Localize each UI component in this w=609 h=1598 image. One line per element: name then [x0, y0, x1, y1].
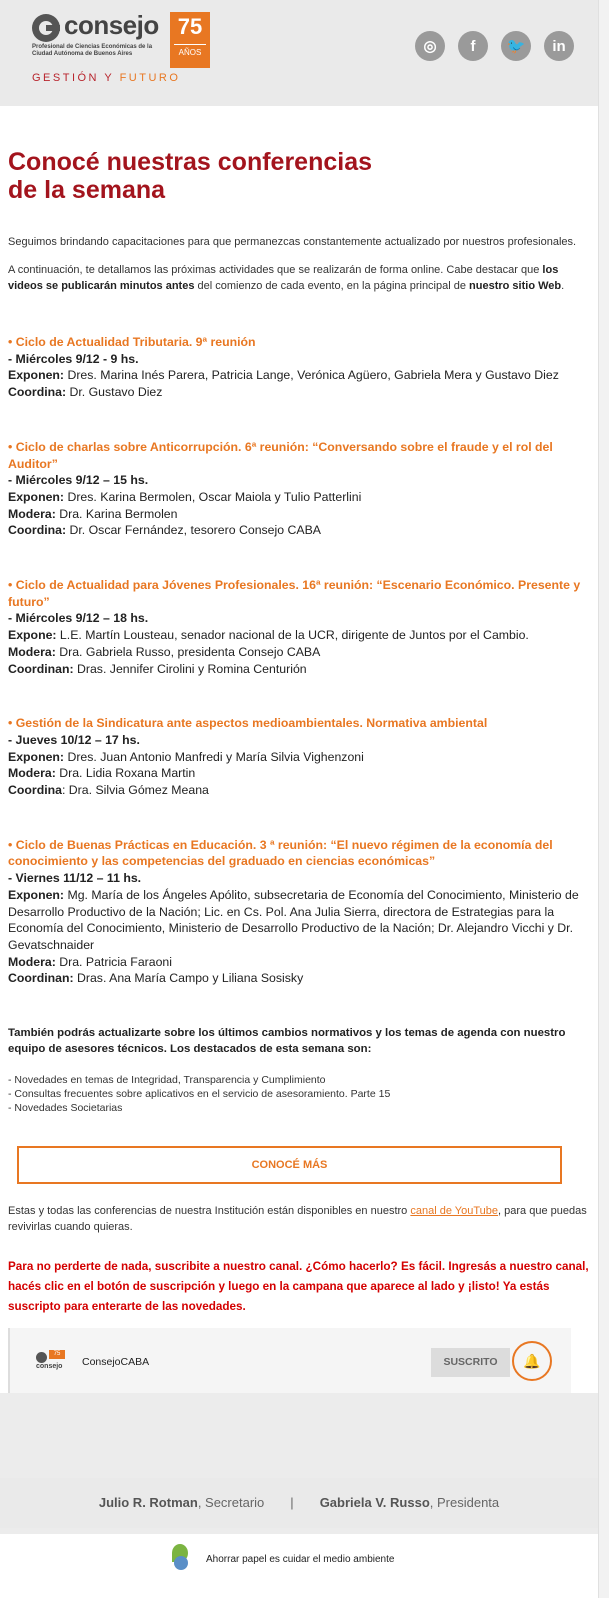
footer-separator: |: [290, 1495, 294, 1510]
event-row: [8, 887, 590, 954]
event-date: - Miércoles 9/12 - 9 hs.: [8, 351, 139, 366]
subscribed-button[interactable]: SUSCRITO: [431, 1348, 510, 1377]
event-item: [8, 334, 590, 401]
event-row: [8, 367, 590, 384]
youtube-paragraph: [8, 1204, 590, 1235]
mini-badge: 75: [49, 1350, 65, 1359]
consejo-logo[interactable]: [32, 12, 212, 88]
instagram-icon[interactable]: ◎: [415, 31, 445, 61]
logo-mark-icon: [32, 14, 60, 42]
anniversary-badge: [170, 12, 210, 68]
row-value: Dres. Karina Bermolen, Oscar Maiola y Tulio Patterlini: [64, 489, 362, 504]
event-date: - Jueves 10/12 – 17 hs.: [8, 732, 140, 747]
signer-2-role: , Presidenta: [429, 1495, 500, 1510]
main-content: [0, 148, 598, 1393]
event-title: • Gestión de la Sindicatura ante aspectos medioambientales. Normativa ambiental: [8, 716, 488, 731]
row-label: Exponen:: [8, 887, 65, 902]
row-label: Exponen:: [8, 368, 65, 383]
intro-paragraph-1: Seguimos brindando capacitaciones para que permanezcas constantemente actualizado por nuestros profesionales.: [8, 236, 577, 248]
mini-brand: consejo: [36, 1363, 63, 1371]
row-value: Dra. Karina Bermolen: [55, 506, 178, 521]
globe-shape: [174, 1556, 188, 1570]
row-value: Dr. Oscar Fernández, tesorero Consejo CABA: [66, 523, 321, 538]
event-date: - Viernes 11/12 – 11 hs.: [8, 871, 142, 886]
logo-brand: consejo: [64, 10, 159, 40]
topic-item: - Consultas frecuentes sobre aplicativos en el servicio de asesoramiento. Parte 15: [8, 1088, 391, 1101]
leaf-globe-icon: [170, 1544, 190, 1570]
row-label: Exponen:: [8, 749, 65, 764]
event-row: [8, 661, 590, 678]
subscribe-instructions: Para no perderte de nada, suscribite a nuestro canal. ¿Cómo hacerlo? Es fácil. Ingresás a nuestro canal, hacés clic en el botón de suscripción y luego en la campana que aparece al lado y ¡listo! Ya estás suscripto para enterarte de las novedades.: [8, 1260, 589, 1314]
eco-banner: [0, 1534, 598, 1598]
event-row: [8, 506, 590, 523]
event-list: [8, 334, 590, 987]
row-value: L.E. Martín Lousteau, senador nacional de la UCR, dirigente de Juntos por el Cambio.: [56, 628, 529, 643]
event-row: [8, 384, 590, 401]
topics-list: [8, 1073, 590, 1115]
event-row: [8, 782, 590, 799]
event-item: [8, 837, 590, 987]
anniversary-label: AÑOS: [174, 44, 206, 58]
channel-name[interactable]: ConsejoCABA: [82, 1356, 150, 1369]
event-row: [8, 749, 590, 766]
row-value: Dres. Juan Antonio Manfredi y María Silvia Vighenzoni: [64, 749, 364, 764]
row-value: Dra. Lidia Roxana Martin: [55, 766, 196, 781]
row-value: Dra. Patricia Faraoni: [55, 954, 173, 969]
event-title: • Ciclo de Buenas Prácticas en Educación. 3 ª reunión: “El nuevo régimen de la economía del conocimiento y las competencias del graduado en ciencias económicas”: [8, 837, 553, 869]
youtube-channel-link[interactable]: canal de YouTube: [410, 1205, 499, 1218]
row-value: Dras. Jennifer Cirolini y Romina Centurión: [73, 661, 307, 676]
intro2-e: .: [561, 280, 565, 292]
tagline-right: FUTURO: [119, 72, 181, 84]
topic-item: - Novedades Societarias: [8, 1102, 123, 1115]
row-value: Dras. Ana María Campo y Liliana Sosisky: [73, 971, 304, 986]
header: [0, 0, 598, 106]
title-line-2: de la semana: [8, 176, 166, 204]
row-label: Modera:: [8, 644, 56, 659]
row-label: Coordina:: [8, 523, 67, 538]
event-title: • Ciclo de Actualidad para Jóvenes Profesionales. 16ª reunión: “Escenario Económico. Presente y futuro”: [8, 578, 581, 609]
facebook-icon[interactable]: f: [458, 31, 488, 61]
mini-logo-mark-icon: [36, 1352, 47, 1363]
signer-2-name: Gabriela V. Russo: [319, 1495, 430, 1510]
signer-1-role: , Secretario: [197, 1495, 265, 1510]
signer-1-name: Julio R. Rotman: [98, 1495, 198, 1510]
title-line-1: Conocé nuestras conferencias: [8, 148, 373, 176]
event-title: • Ciclo de charlas sobre Anticorrupción. 6ª reunión: “Conversando sobre el fraude y el rol del Auditor”: [8, 439, 553, 471]
row-value: Dres. Marina Inés Parera, Patricia Lange, Verónica Agüero, Gabriela Mera y Gustavo Diez: [64, 368, 559, 383]
intro2-c: del comienzo de cada evento, en la página principal de: [194, 280, 470, 292]
tagline-left: GESTIÓN: [32, 72, 100, 84]
intro2-a: A continuación, te detallamos las próximas actividades que se realizarán de forma online. Cabe destacar que: [8, 264, 543, 276]
intro-paragraph-2: [8, 262, 590, 294]
event-row: [8, 627, 590, 644]
row-label: Coordina:: [8, 385, 67, 400]
row-value: : Dra. Silvia Gómez Meana: [61, 783, 209, 798]
event-row: [8, 954, 590, 971]
logo-tagline: [32, 72, 180, 84]
eco-text: Ahorrar papel es cuidar el medio ambiente: [206, 1554, 395, 1565]
event-item: [8, 715, 590, 799]
row-label: Exponen:: [8, 489, 65, 504]
advisors-paragraph: También podrás actualizarte sobre los últimos cambios normativos y los temas de agenda con nuestro equipo de asesores técnicos. Los destacados de esta semana son:: [8, 1027, 566, 1056]
page-title: [8, 148, 590, 204]
event-row: [8, 765, 590, 782]
event-row: [8, 489, 590, 506]
event-item: [8, 439, 590, 539]
row-label: Modera:: [8, 506, 56, 521]
intro2-b: los videos se publicarán minutos antes: [8, 264, 559, 292]
event-date: - Miércoles 9/12 – 18 hs.: [8, 611, 149, 626]
intro2-d: nuestro sitio Web: [469, 280, 562, 292]
youtube-channel-card: [8, 1328, 571, 1393]
youtube-text-a: Estas y todas las conferencias de nuestra Institución están disponibles en nuestro: [8, 1205, 411, 1218]
event-row: [8, 644, 590, 661]
event-title: • Ciclo de Actualidad Tributaria. 9ª reunión: [8, 335, 256, 349]
bell-icon[interactable]: 🔔: [512, 1341, 552, 1381]
event-date: - Miércoles 9/12 – 15 hs.: [8, 473, 149, 488]
scrollbar[interactable]: [598, 0, 609, 1598]
social-links: [415, 31, 574, 61]
conoce-mas-button[interactable]: CONOCÉ MÁS: [17, 1146, 562, 1184]
row-label: Modera:: [8, 766, 56, 781]
row-label: Coordinan:: [8, 971, 74, 986]
row-label: Modera:: [8, 954, 56, 969]
event-item: [8, 577, 590, 677]
linkedin-icon[interactable]: in: [544, 31, 574, 61]
event-row: [8, 970, 590, 987]
twitter-icon[interactable]: 🐦: [501, 31, 531, 61]
youtube-text-b: , para que puedas revivirlas cuando quieras.: [8, 1205, 587, 1233]
row-value: Dra. Gabriela Russo, presidenta Consejo CABA: [55, 644, 321, 659]
row-label: Coordinan:: [8, 661, 74, 676]
channel-avatar[interactable]: [36, 1350, 68, 1370]
row-label: Expone:: [8, 628, 57, 643]
row-value: Mg. María de los Ángeles Apólito, subsecretaria de Economía del Conocimiento, Ministerio de Desarrollo Productivo de la Nación; Lic. en Cs. Pol. Ana Julia Sierra, directora de Estrategias para la Economía del Conocimiento, Ministerio de Desarrollo Productivo de la Nación; Dr. Alejandro Vicchi y Dr. Gevatschnaider: [8, 887, 579, 952]
tagline-mid: Y: [104, 72, 115, 84]
topic-item: - Novedades en temas de Integridad, Transparencia y Cumplimiento: [8, 1074, 326, 1087]
event-row: [8, 522, 590, 539]
row-label: Coordina: [8, 783, 62, 798]
signature-footer: [0, 1478, 598, 1528]
logo-subtitle: Profesional de Ciencias Económicas de la Ciudad Autónoma de Buenos Aires: [32, 44, 153, 57]
row-value: Dr. Gustavo Diez: [66, 385, 163, 400]
anniversary-number: 75: [177, 14, 203, 39]
